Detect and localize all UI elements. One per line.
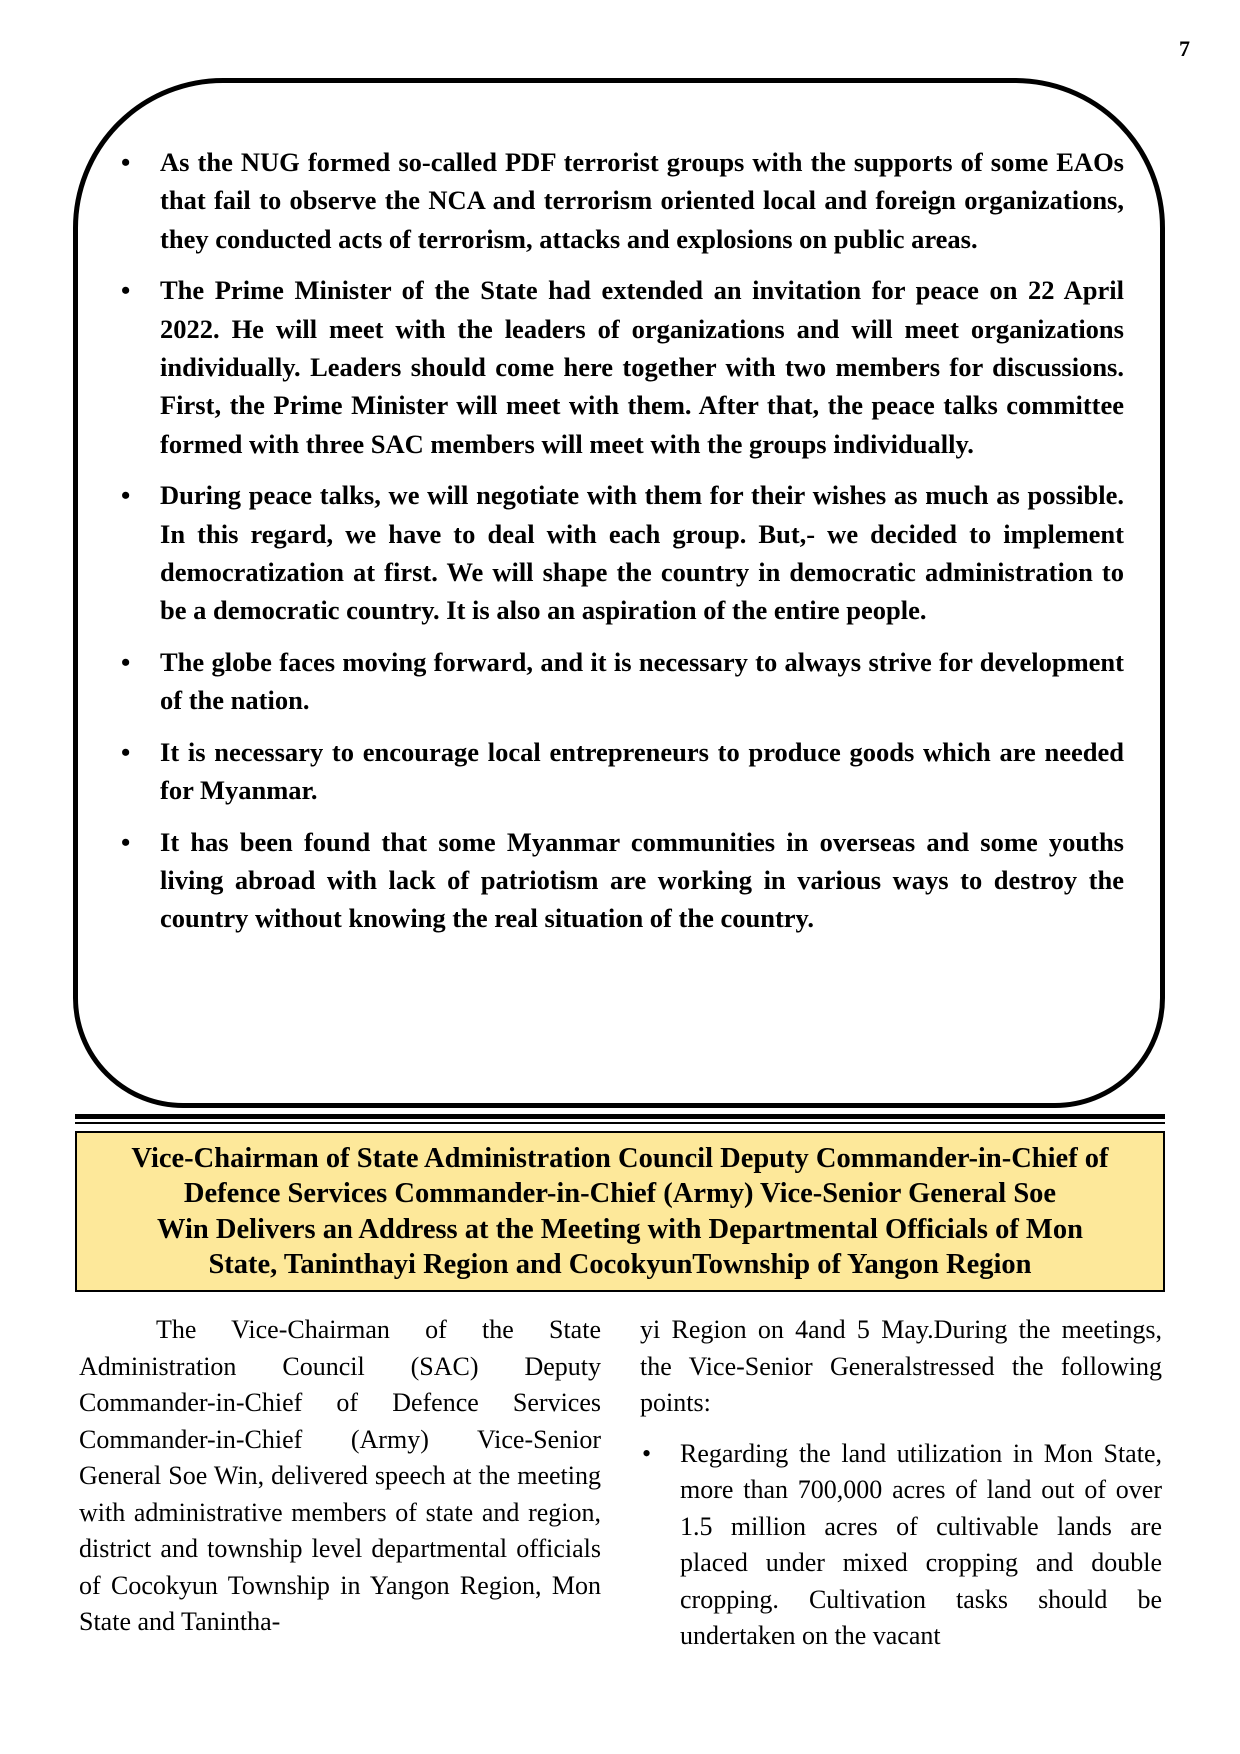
bullet-text: During peace talks, we will negotiate with them for their wishes as much as possible. In this regard, we have to deal with each group. But,- we decided to implement democratization at first. We will shape the country in democratic administration to be a democratic country. It is also an aspiration of the entire people. — [160, 480, 1124, 626]
divider-thin — [75, 1122, 1165, 1124]
bullet-icon: • — [121, 646, 131, 677]
article-column-left — [79, 1312, 601, 1641]
bullet-icon: • — [121, 275, 131, 306]
article-paragraph: yi Region on 4and 5 May.During the meetings, the Vice-Senior Generalstressed the following points: — [640, 1315, 1162, 1417]
bullet-icon: • — [642, 1438, 652, 1468]
heading-line: Defence Services Commander-in-Chief (Army) Vice-Senior General Soe — [183, 1178, 1057, 1209]
bullet-text: As the NUG formed so-called PDF terrorist groups with the supports of some EAOs that fail to observe the NCA and terrorism oriented local and foreign organizations, they conducted acts of terrorism, attacks and explosions on public areas. — [160, 147, 1124, 254]
article-paragraph: The Vice-Chairman of the State Administration Council (SAC) Deputy Commander-in-Chief of Defence Services Commander-in-Chief (Army) Vice-Senior General Soe Win, delivered speech at the meeting with administrative members of state and region, district and township level departmental officials of Cocokyun Township in Yangon Region, Mon State and Tanintha- — [79, 1315, 601, 1636]
article-heading — [75, 1131, 1165, 1292]
list-item — [118, 643, 1124, 720]
bullet-icon: • — [121, 736, 131, 767]
list-item — [640, 1436, 1162, 1655]
article-column-right — [640, 1312, 1162, 1655]
list-item — [118, 143, 1124, 258]
bullet-text: It has been found that some Myanmar communities in overseas and some youths living abroad with lack of patriotism are working in various ways to destroy the country without knowing the real situation of the country. — [160, 826, 1124, 934]
bullet-icon: • — [121, 826, 131, 857]
bullet-text: Regarding the land utilization in Mon State, more than 700,000 acres of land out of over 1.5 million acres of cultivable lands are placed under mixed cropping and double cropping. Cultivation tasks should be undertaken on the vacant — [680, 1438, 1162, 1650]
list-item — [118, 271, 1124, 463]
bullet-icon: • — [121, 147, 131, 177]
heading-line: Win Delivers an Address at the Meeting with Departmental Officials of Mon — [157, 1213, 1083, 1245]
bullet-text: The globe faces moving forward, and it is necessary to always strive for development of the nation. — [160, 646, 1124, 716]
heading-line: Vice-Chairman of State Administration Council Deputy Commander-in-Chief of — [131, 1142, 1109, 1174]
list-item — [118, 476, 1124, 630]
bullet-icon: • — [121, 480, 131, 511]
list-item — [118, 733, 1124, 810]
box-bullet-list — [118, 143, 1124, 951]
heading-line: State, Taninthayi Region and CocokyunTownship of Yangon Region — [208, 1249, 1032, 1280]
article-bullet-list — [640, 1436, 1162, 1655]
bullet-text: The Prime Minister of the State had extended an invitation for peace on 22 April 2022. He will meet with the leaders of organizations and will meet organizations individually. Leaders should come here together with two members for discussions. First, the Prime Minister will meet with them. After that, the peace talks committee formed with three SAC members will meet with the groups individually. — [160, 275, 1124, 459]
divider-thick — [75, 1114, 1165, 1119]
list-item — [118, 823, 1124, 938]
bullet-text: It is necessary to encourage local entrepreneurs to produce goods which are needed for Myanmar. — [160, 736, 1124, 806]
page-number: 7 — [1179, 36, 1190, 61]
